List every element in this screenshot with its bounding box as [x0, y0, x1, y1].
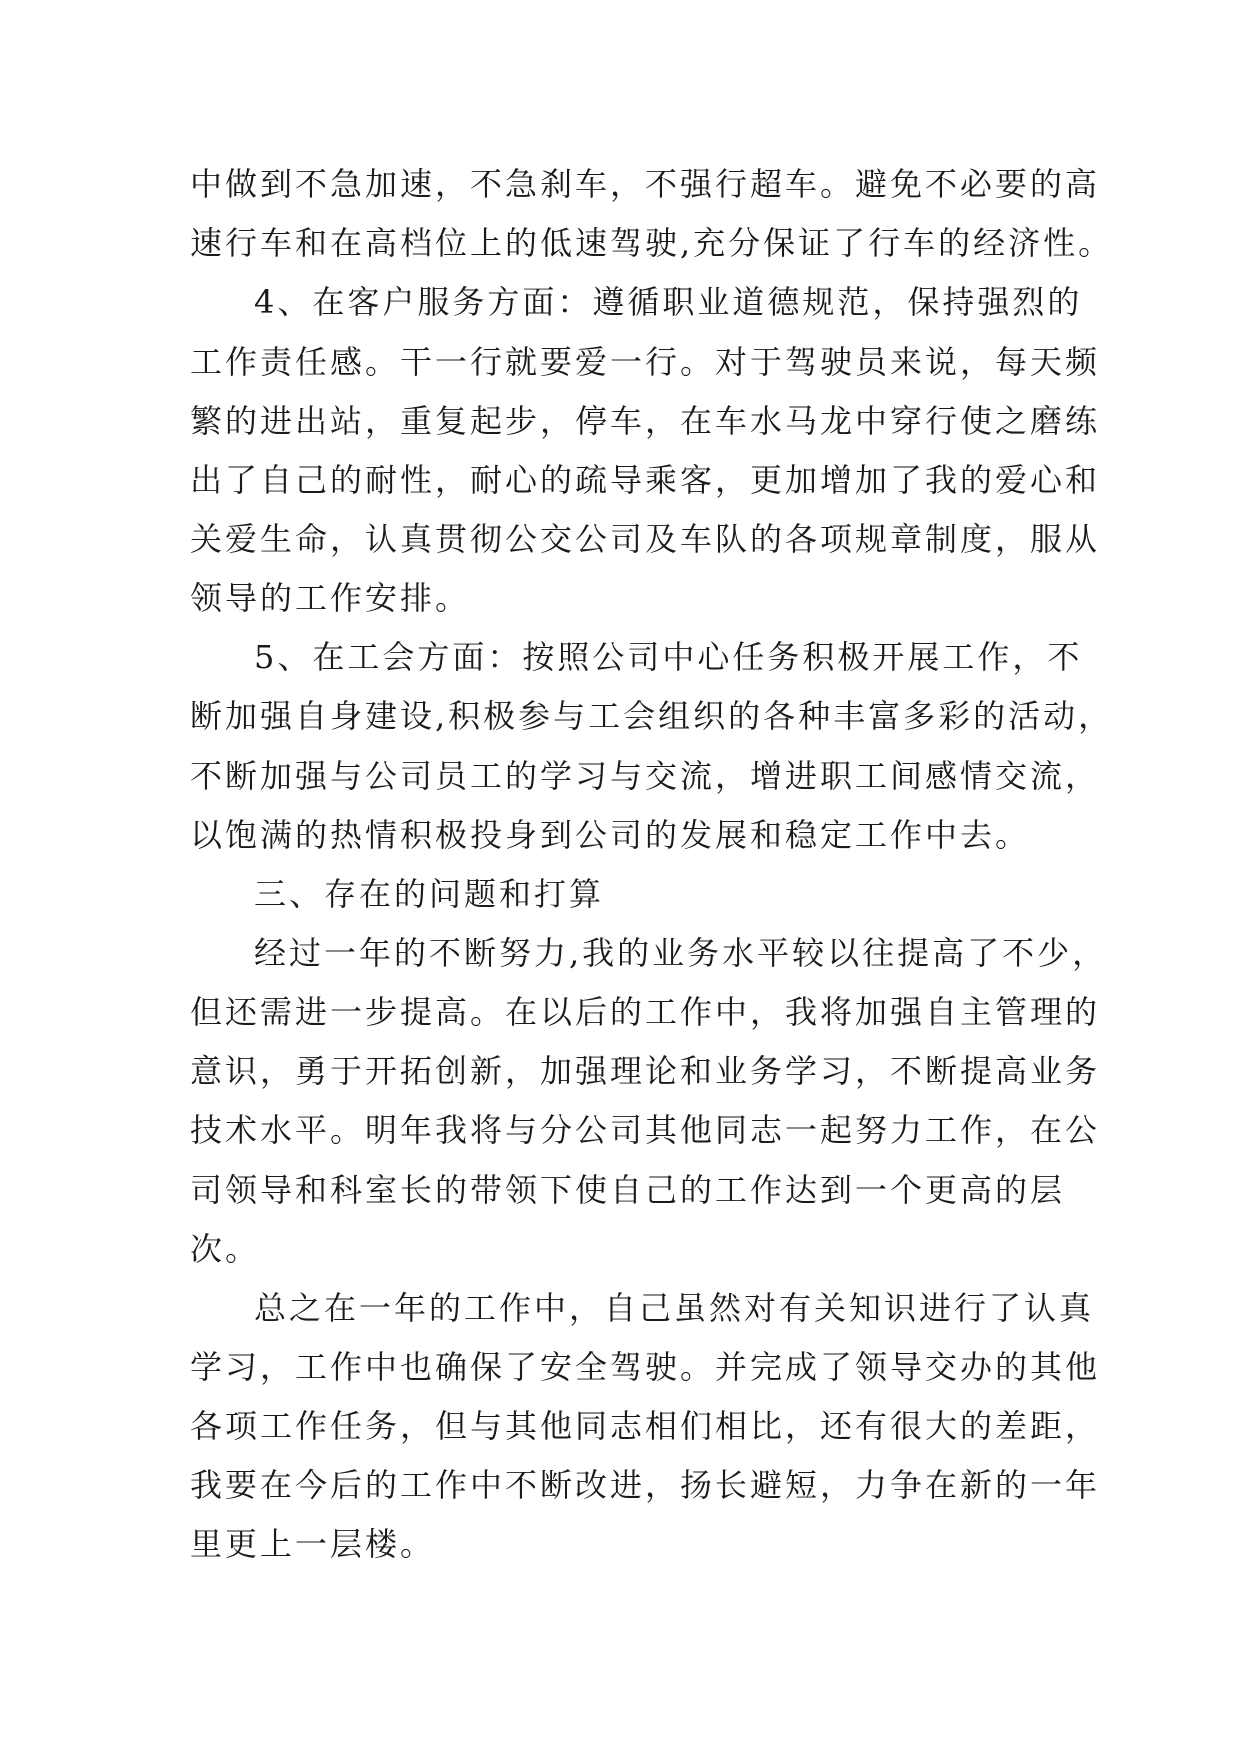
- text-line: 速行车和在高档位上的低速驾驶,充分保证了行车的经济性。: [190, 224, 1114, 262]
- text-line: 学习，工作中也确保了安全驾驶。并完成了领导交办的其他: [190, 1348, 1101, 1386]
- text-line: 中做到不急加速，不急刹车，不强行超车。避免不必要的高: [190, 165, 1101, 203]
- text-line: 关爱生命，认真贯彻公交公司及车队的各项规章制度，服从: [190, 520, 1101, 558]
- text-line: 技术水平。明年我将与分公司其他同志一起努力工作，在公: [190, 1111, 1101, 1149]
- text-line: 司领导和科室长的带领下使自己的工作达到一个更高的层: [190, 1171, 1066, 1209]
- paragraph-4-first-line: 4、在客户服务方面：遵循职业道德规范，保持强烈的: [254, 283, 1083, 321]
- paragraph-first-line: 总之在一年的工作中，自己虽然对有关知识进行了认真: [254, 1289, 1095, 1327]
- text-line: 但还需进一步提高。在以后的工作中，我将加强自主管理的: [190, 993, 1101, 1031]
- text-line: 各项工作任务，但与其他同志相们相比，还有很大的差距，: [190, 1407, 1101, 1445]
- section-heading: 三、存在的问题和打算: [254, 875, 605, 913]
- text-line: 里更上一层楼。: [190, 1525, 436, 1563]
- text-line: 领导的工作安排。: [190, 579, 471, 617]
- paragraph-first-line: 经过一年的不断努力,我的业务水平较以往提高了不少，: [254, 934, 1108, 972]
- text-line: 我要在今后的工作中不断改进，扬长避短，力争在新的一年: [190, 1466, 1101, 1504]
- text-line: 以饱满的热情积极投身到公司的发展和稳定工作中去。: [190, 816, 1031, 854]
- text-line: 繁的进出站，重复起步，停车，在车水马龙中穿行使之磨练: [190, 402, 1101, 440]
- text-line: 不断加强与公司员工的学习与交流，增进职工间感情交流，: [190, 757, 1101, 795]
- text-line: 意识，勇于开拓创新，加强理论和业务学习，不断提高业务: [190, 1052, 1101, 1090]
- text-line: 工作责任感。干一行就要爱一行。对于驾驶员来说，每天频: [190, 343, 1101, 381]
- text-line: 次。: [190, 1230, 261, 1268]
- text-line: 出了自己的耐性，耐心的疏导乘客，更加增加了我的爱心和: [190, 461, 1101, 499]
- paragraph-5-first-line: 5、在工会方面：按照公司中心任务积极开展工作，不: [254, 638, 1083, 676]
- text-line: 断加强自身建设,积极参与工会组织的各种丰富多彩的活动，: [190, 697, 1114, 735]
